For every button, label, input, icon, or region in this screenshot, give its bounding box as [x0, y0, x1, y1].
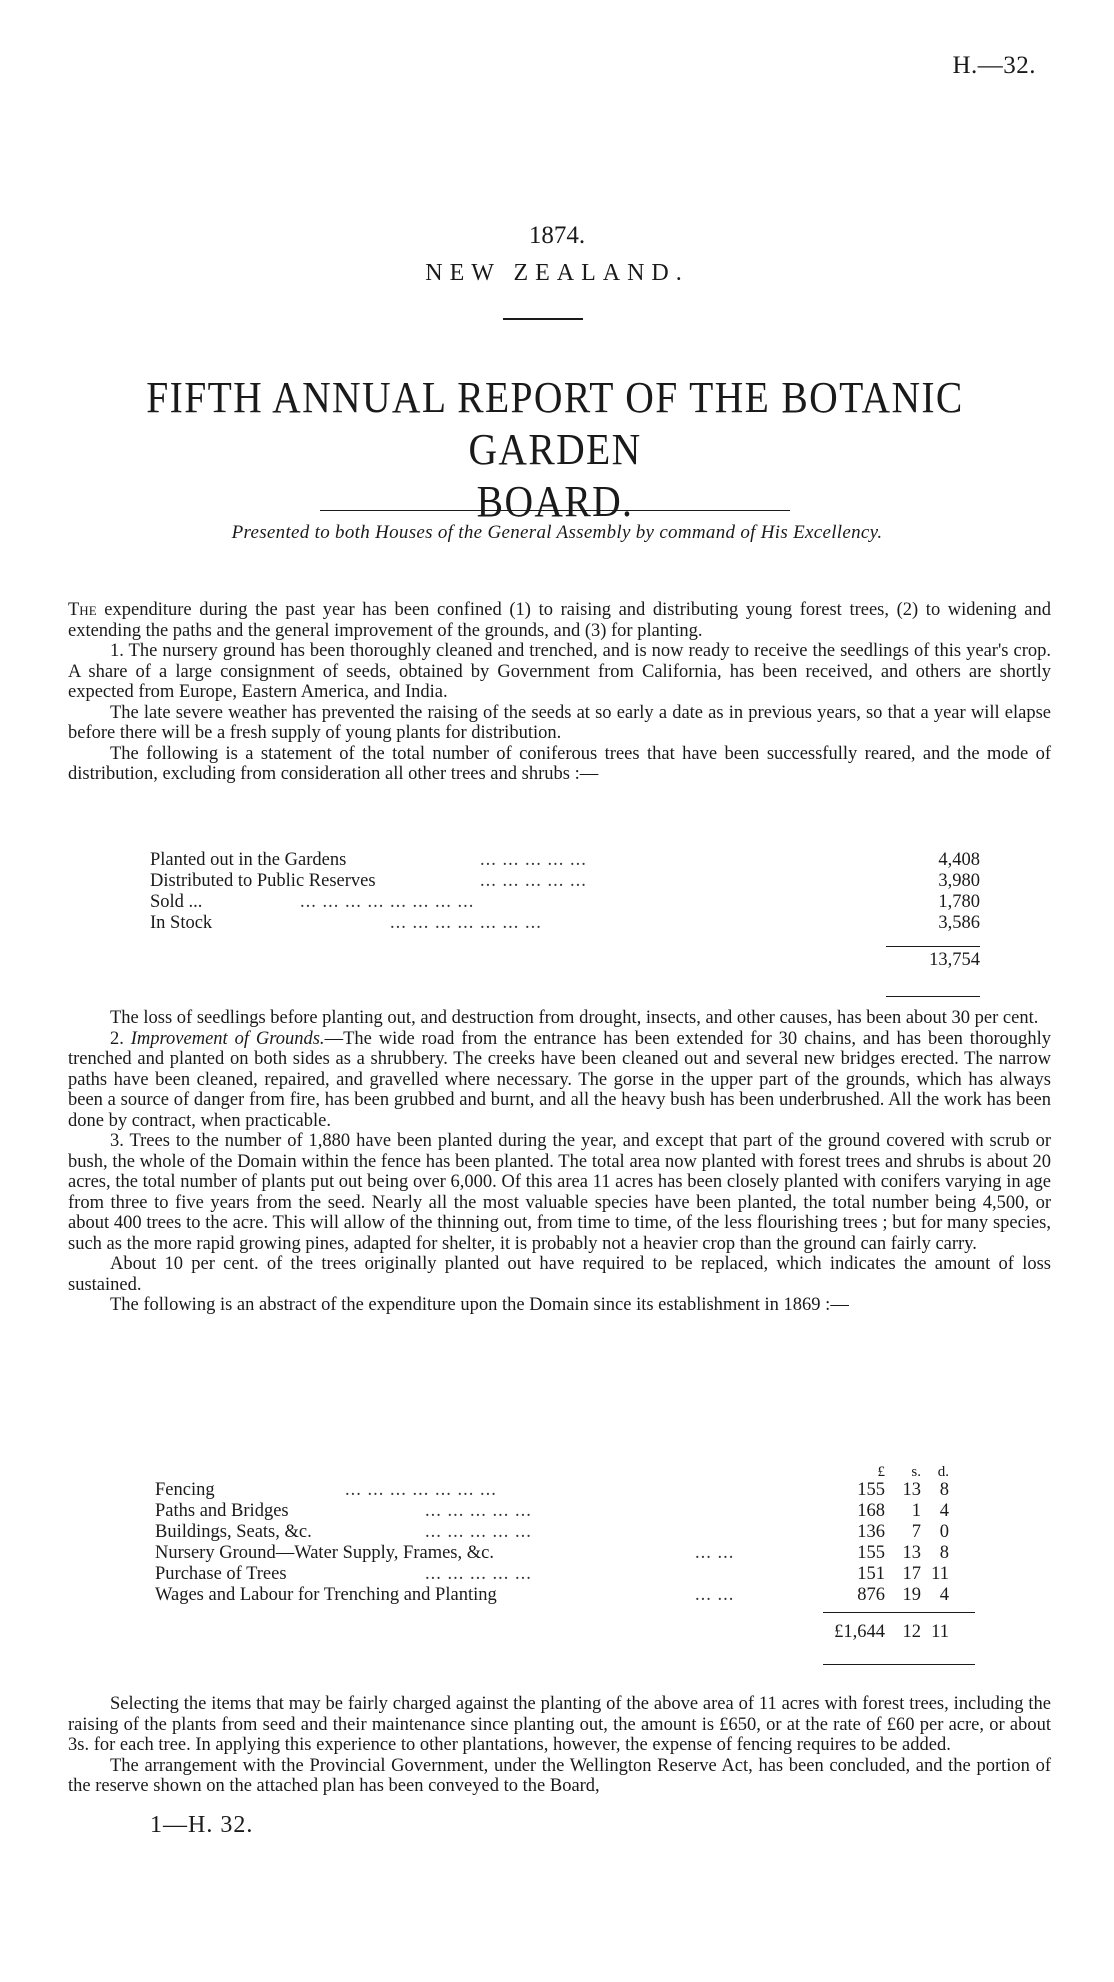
row-label: In Stock [150, 913, 213, 933]
paragraph-weather: The late severe weather has prevented the raising of the seeds at so early a date as in previous years, so that a year will elapse before there will be a fresh supply of young plants for distribution. [68, 702, 1051, 743]
shillings-value: 17 [902, 1564, 921, 1584]
paragraph-replaced: About 10 per cent. of the trees originally planted out have required to be replaced, which indicates the amount of loss sustained. [68, 1254, 1051, 1295]
row-value: 1,780 [938, 892, 980, 912]
row-label: Paths and Bridges [155, 1501, 289, 1521]
report-title [110, 372, 1001, 528]
sheet-id: 1—H. 32. [150, 1812, 254, 1838]
paragraph-nursery: 1. The nursery ground has been thoroughly cleaned and trenched, and is now ready to receive the seedlings of this year's crop. A share of a large consignment of seeds, obtained by Government from California, has been received, and others are shortly expected from Europe, Eastern America, and India. [68, 641, 1051, 702]
body-section-3 [68, 1694, 1051, 1797]
row-label: Planted out in the Gardens [150, 850, 347, 870]
row-label: Purchase of Trees [155, 1564, 287, 1584]
expenditure-table [155, 1462, 975, 1643]
shillings-header: s. [911, 1464, 921, 1480]
pounds-value: 151 [857, 1564, 885, 1584]
leader-dots: ... ... [695, 1585, 735, 1605]
title-divider [503, 318, 583, 320]
row-value: 3,980 [938, 871, 980, 891]
total-pence: 11 [931, 1622, 949, 1642]
improvement-text: —The wide road from the entrance has been extended for 30 chains, and has been thoroughly trenched and planted on both sides as a shrubbery. The creeks have been cleaned out and several new bridges erected. The narrow paths have been cleaned, repaired, and gravelled where necessary. The gorse in the upper part of the grounds, which has always been a source of danger from fire, has been grubbed and burnt, and all the heavy bush has been underbrushed. All the work has been done by contract, when practicable. [68, 1028, 1051, 1131]
table-row [150, 913, 980, 934]
shillings-value: 13 [902, 1543, 921, 1563]
row-label: Distributed to Public Reserves [150, 871, 376, 891]
table-row [155, 1585, 975, 1606]
table-row [155, 1501, 975, 1522]
pounds-value: 155 [857, 1480, 885, 1500]
total-value: 13,754 [929, 950, 980, 970]
country: NEW ZEALAND. [425, 260, 689, 286]
table-total-row [150, 950, 980, 971]
leader-dots: ... ... ... ... ... [480, 871, 587, 891]
sum-rule-bottom [823, 1664, 975, 1665]
page-id: H.—32. [952, 52, 1036, 79]
leader-dots: ... ... ... ... ... [425, 1501, 532, 1521]
leader-dots: ... ... ... ... ... [425, 1564, 532, 1584]
leader-dots: ... ... ... ... ... ... ... ... [300, 892, 475, 912]
leader-dots: ... ... ... ... ... ... ... [390, 913, 542, 933]
pence-value: 0 [939, 1522, 949, 1542]
total-pounds: £1,644 [834, 1622, 885, 1642]
shillings-value: 19 [902, 1585, 921, 1605]
report-title-line-2: BOARD. [476, 477, 634, 526]
table-row [155, 1543, 975, 1564]
pounds-header: £ [877, 1464, 885, 1480]
body-section-2 [68, 1008, 1051, 1316]
paragraph-abstract: The following is an abstract of the expenditure upon the Domain since its establishment in 1869 :— [110, 1295, 849, 1315]
shillings-value: 13 [902, 1480, 921, 1500]
pence-value: 8 [939, 1480, 949, 1500]
row-label: Buildings, Seats, &c. [155, 1522, 312, 1542]
table-row [150, 871, 980, 892]
pence-value: 11 [931, 1564, 949, 1584]
row-label: Sold ... [150, 892, 203, 912]
pounds-value: 876 [857, 1585, 885, 1605]
paragraph-selecting: Selecting the items that may be fairly charged against the planting of the above area of 11 acres with forest trees, including the raising of the plants from seed and their maintenance since planting out, the amount is £650, or at the rate of £60 per acre, or about 3s. for each tree. In applying this experience to other plantations, however, the expense of fencing requires to be added. [68, 1694, 1051, 1755]
table-row [155, 1564, 975, 1585]
trees-table [150, 850, 980, 971]
table-row [150, 850, 980, 871]
intro-text: expenditure during the past year has been confined (1) to raising and distributing young forest trees, (2) to widening and extending the paths and the general improvement of the grounds, and (3) for planting. [68, 600, 1051, 641]
table-row [155, 1522, 975, 1543]
leader-dots: ... ... ... ... ... [480, 850, 587, 870]
pounds-value: 136 [857, 1522, 885, 1542]
paragraph-arrangement: The arrangement with the Provincial Government, under the Wellington Reserve Act, has been concluded, and the portion of the reserve shown on the attached plan has been conveyed to the Board, [68, 1755, 1051, 1796]
improvement-heading: Improvement of Grounds. [130, 1028, 325, 1049]
presented-line: Presented to both Houses of the General Assembly by command of His Excellency. [231, 522, 883, 543]
table-row [155, 1480, 975, 1501]
table-row [150, 892, 980, 913]
shillings-value: 7 [911, 1522, 921, 1542]
row-label: Fencing [155, 1480, 215, 1500]
paragraph-trees-planted: 3. Trees to the number of 1,880 have been planted during the year, and except that part of the ground covered with scrub or bush, the whole of the Domain within the fence has been planted. The total area now planted with forest trees and shrubs is about 20 acres, the total number of plants put out being over 6,000. Of this area 11 acres has been closely planted with conifers varying in age from three to five years from the seed. Nearly all the most valuable species have been planted, the total number being 4,500, or about 400 trees to the acre. This will allow of the thinning out, from time to time, of the less flourishing trees ; but for many species, such as the more rapid growing pines, adapted for shelter, it is probably not a heavier crop than the ground can fairly carry. [68, 1131, 1051, 1254]
leader-dots: ... ... ... ... ... [425, 1522, 532, 1542]
row-value: 3,586 [938, 913, 980, 933]
pence-value: 8 [939, 1543, 949, 1563]
sum-rule-bottom [886, 996, 980, 997]
body-section-1 [68, 600, 1051, 785]
row-label: Wages and Labour for Trenching and Planting [155, 1585, 497, 1605]
pence-header: d. [937, 1464, 949, 1480]
total-shillings: 12 [902, 1622, 921, 1642]
report-title-line-1: FIFTH ANNUAL REPORT OF THE BOTANIC GARDEN [146, 373, 964, 474]
shillings-value: 1 [911, 1501, 921, 1521]
row-value: 4,408 [938, 850, 980, 870]
intro-lead: The [68, 600, 97, 620]
money-header-row [155, 1462, 975, 1480]
table-total-row [155, 1622, 975, 1643]
row-label: Nursery Ground—Water Supply, Frames, &c. [155, 1543, 494, 1563]
leader-dots: ... ... [695, 1543, 735, 1563]
pence-value: 4 [939, 1585, 949, 1605]
pounds-value: 168 [857, 1501, 885, 1521]
improvement-number: 2. [110, 1028, 124, 1049]
leader-dots: ... ... ... ... ... ... ... [345, 1480, 497, 1500]
paragraph-statement: The following is a statement of the total number of coniferous trees that have been successfully reared, and the mode of distribution, excluding from consideration all other trees and shrubs :— [68, 743, 1051, 784]
pounds-value: 155 [857, 1543, 885, 1563]
paragraph-improvement [68, 1029, 1051, 1132]
sum-rule [823, 1612, 975, 1613]
intro-paragraph [68, 600, 1051, 641]
presented-divider [320, 510, 790, 511]
year: 1874. [528, 222, 586, 249]
paragraph-loss: The loss of seedlings before planting out, and destruction from drought, insects, and other causes, has been about 30 per cent. [110, 1008, 1039, 1028]
pence-value: 4 [939, 1501, 949, 1521]
sum-rule [886, 946, 980, 947]
